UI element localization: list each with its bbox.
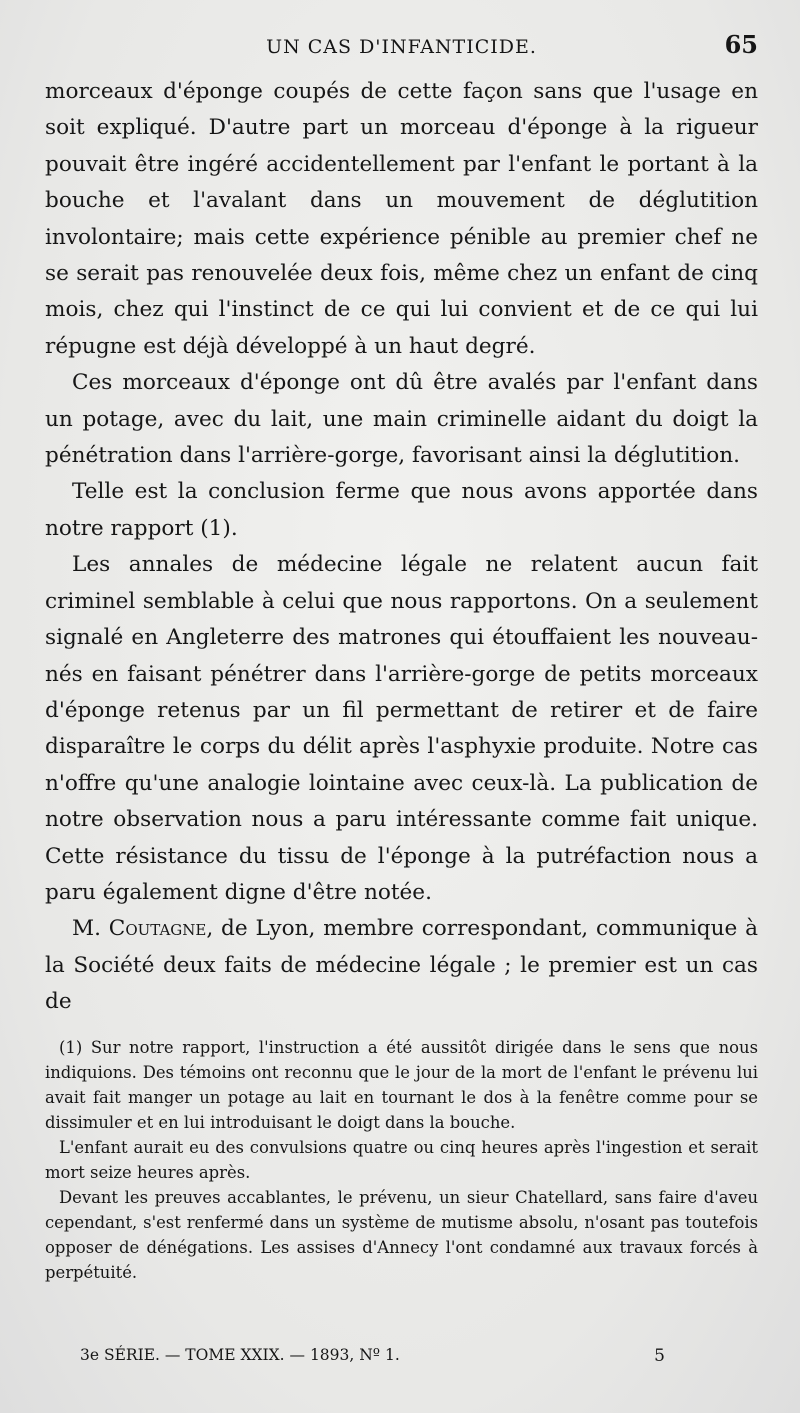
page-footer (80, 1346, 665, 1366)
paragraph-4: Les annales de médecine légale ne relatent aucun fait criminel semblable à celui que nous rapportons. On a seulement signalé en Angleterre des matrones qui étouffaient les nouveau-nés en faisant pénétrer dans l'arrière-gorge de petits morceaux d'éponge retenus par un fil permettant de retirer et de faire disparaître le corps du délit après l'asphyxie produite. Notre cas n'offre qu'une analogie lointaine avec ceux-là. La publication de notre observation nous a paru intéressante comme fait unique. Cette résistance du tissu de l'éponge à la putréfaction nous a paru également digne d'être notée. (45, 552, 758, 905)
paragraph-5 (45, 911, 758, 1020)
page-number: 65 (724, 30, 758, 59)
series-info: 3e SÉRIE. — TOME XXIX. — 1893, Nº 1. (80, 1346, 400, 1364)
paragraph-5-text: de Lyon, membre correspondant, communique à la Société deux faits de médecine légale ; le premier est un cas de (45, 916, 758, 1015)
author-name: M. Coutagne, (72, 916, 214, 942)
paragraph-1: morceaux d'éponge coupés de cette façon sans que l'usage en soit expliqué. D'autre part un morceau d'éponge à la rigueur pouvait être ingéré accidentellement par l'enfant le portant à la bouche et l'avalant dans un mouvement de déglutition involontaire; mais cette expérience pénible au premier chef ne se serait pas renouvelée deux fois, même chez un enfant de cinq mois, chez qui l'instinct de ce qui lui convient et de ce qui lui répugne est déjà développé à un haut degré. (45, 79, 758, 359)
paragraph-3: Telle est la conclusion ferme que nous avons apportée dans notre rapport (1). (45, 479, 758, 541)
footnote-3: Devant les preuves accablantes, le prévenu, un sieur Chatellard, sans faire d'aveu cependant, s'est renfermé dans un système de mutisme absolu, n'osant pas toutefois opposer de dénégations. Les assises d'Annecy l'ont condamné aux travaux forcés à perpétuité. (45, 1187, 758, 1282)
printer-signature: 5 (654, 1346, 665, 1366)
paragraph-2: Ces morceaux d'éponge ont dû être avalés par l'enfant dans un potage, avec du lait, une main criminelle aidant du doigt la pénétration dans l'arrière-gorge, favorisant ainsi la déglutition. (45, 370, 758, 469)
footnotes (45, 1035, 758, 1285)
body-text (45, 74, 758, 1021)
page-header (45, 30, 758, 74)
footnote-2: L'enfant aurait eu des convulsions quatre ou cinq heures après l'ingestion et serait mort seize heures après. (45, 1137, 758, 1182)
footnote-1: (1) Sur notre rapport, l'instruction a été aussitôt dirigée dans le sens que nous indiquions. Des témoins ont reconnu que le jour de la mort de l'enfant le prévenu lui avait fait manger un potage au lait en tournant le dos à la fenêtre comme pour se dissimuler et en lui introduisant le doigt dans la bouche. (45, 1037, 758, 1132)
running-title: UN CAS D'INFANTICIDE. (266, 36, 537, 58)
